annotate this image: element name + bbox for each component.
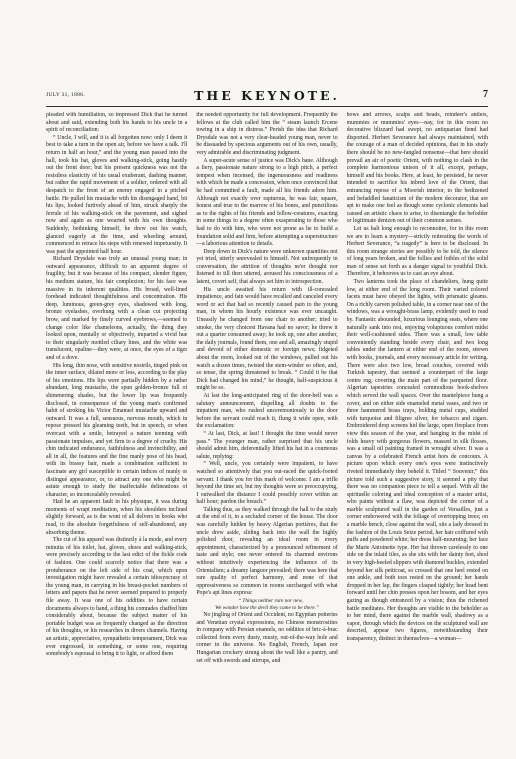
column-2 — [196, 112, 337, 744]
paragraph: A super-acute sense of justice was Dick's bane. Although a fiery, passionate nature strong to a high pitch, a perfect tempest when incensed, the ingenuousness and readiness with which he made a concession, when once convinced that he had committed a fault, made all his friends adore him. Although not exactly over rapturous, he was fair, square, honest and true to the marrow of his bones, and punctilious as to the rights of his friends and fellow-creatures, exacting in some things to a degree often exasperating to those who had to do with him, who were not prone as he to build a foundation solid and firm, before attempting a superstructure—a laborious attention to details. — [196, 157, 338, 248]
paragraph: The cut of his apparel was distinctly à la mode, and every minutia of his toilet, hat, gloves, shoes and walking-stick, were precisely according to the last edict of the fickle code of fashion. One could scarcely notice that there was a protuberance on the left side of his coat, which upon investigation might have revealed a certain idiosyncrasy of the young man, in carrying in his breast-pocket numbers of letters and papers that he never seemed prepared to properly file away. It was one of his oddities to have certain documents always to hand, a thing his comrades chaffed him considerably about, because the subject matter of his portable budget was as frequently changed as the direction of his thoughts, or his researches in divers channels. Having an artistic, appreciative, sympathetic temperament, Dick was ever engrossed, in something, or some one, requiring somebody's espousal to bring it to light, or afford them — [46, 537, 188, 658]
paragraph: His long, thin nose, with sensitive nostrils, tinged pink on the inner surface, dilated more or less, according to the play of his emotions. His lips were partially hidden by a rather abundant, long mustache, the spun golden-bronze full of shimmering shades, but the lower lip was frequently disclosed, in consequence of the young man's confirmed habit of stroking his Victor Emanuel mustache upward and outward. It was a full, sensuous, nervous mouth, which in repose pressed his gleaming teeth, but in speech, or when overcast with a smile, betrayed a nature teeming with passionate impulses, and yet firm to a degree of cruelty. His chin indicated endurance, faithfulness and invincibility, and all in all, the features and the fine manly pose of his head, with its brassy hair, made a combination sufficient to fascinate any girl susceptible to certain indices of manly or distingué appearance, or, to attract any one who might be astute enough to study the inaffectable delineations of character, so inconcealably revealed. — [46, 362, 188, 498]
column-3 — [347, 112, 488, 744]
article-columns — [46, 112, 488, 744]
paragraph: At last the long-anticipated ring of the door-bell was a salutary announcement, dispelling all doubts to the impatient man, who rushed unceremoniously to the door before the servant could reach it, flung it wide open, with the exclamation: — [196, 392, 338, 430]
paragraph: His uncle awaited his return with ill-concealed impatience, and fain would have recalled and canceled every word or act that had so recently caused pain to the young man, in whom his hourly existence was ever uncaught. Uneasily he changed from one chair to another; tried to smoke, the very choicest Havana had no savor; he threw it out a quarter consumed away; he took up, one after another, the daily journals, found them, one and all, amazingly stupid and devoid of either domestic or foreign news; fidgeted about the room, looked out of the windows, pulled out his watch a dozen times, twisted the stem-winder so often, and, so tense, the spring threatened to break. “ Could it be that Dick had changed his mind,” he thought, half-suspicious it might be so. — [196, 286, 338, 392]
paragraph: Richard Drysdale was truly an unusual young man; in outward appearance, difficult to an apparent degree of fragility, but it was because of his compact, slender figure, his medium stature, his fair complexion; for his face was massive in its inherent qualities. His broad, well-lined forehead indicated thoughtfulness and concentration. His deep, luminous, green-grey eyes, shadowed with long, bronze eyelashes, overhung with a clean cut projecting brow, and marked by finely curved eyebrows,—seemed to change color like chameleons, actually, the thing they looked upon, mentally or objectively, imparted a vivid hue to their singularly mottled ciliary lines, and the white was translucent, opaline—they were, at once, the eyes of a tiger and of a dove. — [46, 256, 188, 361]
verse-quote: “ Things neither rare nor new, We wonder how the devil they came to be there.” — [215, 598, 319, 611]
paragraph: No jingling of Orient and Occident, no Egyptian potteries and Venetian crystal expressions, no Chinese monstrosities in company with Persian enamels, no oddities of bric-à-brac collected from every dusty, musty, out-of-the-way hole and corner in the universe. No English, French, Japan nor Hungarian crockery strung about the wall like a pantry, and set off with swords and stirrups, and — [196, 612, 338, 664]
paragraph: Deep down in Dick's nature were unknown quantities not yet tried, utterly unrevealed to himself. Not unfrequently in conversation, the attrition of thoughts ne'er thought nor listened to till then uttered, aroused his consciousness of a latent, covert self, that always set him to introspection. — [196, 248, 338, 286]
page-header — [46, 88, 488, 104]
paragraph: bows and arrows, scalps and beads, reindeer's antlers, mummies or mummies' eyes—nay, for in this room no decorative blizzard had swept, no antiquarian fiend had disported. Herbert Severance had always maintained, with the courage of a man of decided opinions, that in his study there should be no new-fangled nonsense—that here should prevail an air of poetic Orient, with nothing to clash in the complete harmonious unison of it all, except, perhaps, himself and his books. Here, at least, he persisted, he never intended to sacrifice his inbred love of the Orient, that entrancing repose of a Moorish interior, to the bedizened and befaddled fanaticism of the modern decorator, that are apt to make one feel as though some cyclonic elements had caused an artistic chaos to arise, to disentangle the befodder or legitimate denizen out of their common senses. — [346, 112, 488, 225]
issue-date: JULY 31, 1886. — [46, 92, 85, 98]
paragraph: “ Uncle, I will, and it is all forgotten now: only I deem it best to take a turn in the open air, before we have a talk. I'll return in half an hour,” and the young man passed into the hall, took his hat, gloves and walking-stick, going hastily out the front door; but his present quickness was not the resistless elasticity of his usual exuberant, dashing manner, but rather the rapid movement of a soldier, ordered with all despatch to the front of an enemy engaged in a pitched battle. He pulled his mustache with his disengaged hand, bit his lips, looked furtively ahead of him, struck sharply the ferrule of his walking-stick on the pavement, and sighed now and again as one wearied with his own thoughts. Suddenly, bethinking himself, he drew out his watch, glanced eagerly at the time, and wheeling around, commenced to retrace his steps with renewed impetuosity. It was past the appointed half hour. — [46, 134, 188, 255]
column-1 — [46, 112, 187, 744]
paragraph: “ At last, Dick, at last! I thought the time would never pass.” The younger man, rather surprised that his uncle should admit him, deferentially lifted his hat in a courteous salute, replying: — [196, 430, 338, 460]
header-rule — [46, 106, 488, 107]
page-number: 7 — [483, 89, 488, 100]
paragraph: Talking thus, as they walked through the hall to the study at the end of it, in a secluded corner of the house. The door was carefully hidden by heavy Algerian portières, that the uncle drew aside, sliding back into the wall the highly polished door, revealing an ideal room in every appointment, characterized by a pronounced refinement of taste and style; one never entered its charmed environs without intuitively experiencing the influence of its Orientalism; a dreamy languor prevailed; there was here that rare quality of perfect harmony, and none of that oppressiveness so common in rooms surcharged with what Pope's apt lines express: — [196, 506, 338, 597]
paragraph: the needed opportunity for full development. Frequently the fellows at the club called him the “ steam launch Ercene towing in a ship in distress.” Perish the idea that Richard Drysdale was not a very clear-headed young man, never to be dissuaded by specious arguments out of his own, usually, very admirable and discriminating judgment. — [196, 112, 338, 156]
paragraph: pleaded with humiliation, so impressed Dick that he turned about and said, extending both his hands to his uncle in a spirit of reconciliation: — [46, 112, 188, 134]
paragraph: Two lanterns took the place of chandeliers, hung quite low, at either end of the long room. Their varied colored facets must have obeyed the lights, with prismatic gleams. On a richly carven polished table, in a corner near one of the windows, was a wrought-brass lamp, evidently used to read by. Fantastic abounded, luxurious lounging seats, where one naturally sank into rest, enjoying voluptuous comfort midst their well-cushioned sides. There was a small, low table conveniently standing beside every chair, and two long tables under the lantern at either end of the room, strewn with books, journals, and every necessary article for writing. There were also two low, broad couches, covered with Turkish tapestry, that seemed a counterpart of the large centre rug, covering the main part of the parqueted floor. Algerian tapestries concealed commodious book-shelves which served the wall spaces. Over the mantelpiece hung a cover, and on either side enameled metal vases, and two or three hammered brass trays, holding metal cups, studded with turquoise and filigree silver, for tobacco and cigars. Embroidered drop screens hid the large, open fireplace from view this season of the year, and hanging in the midst of folds heavy with gorgeous flowers, massed in silk flosses, was a small oil painting framed in wrought silver. It was a canvas by a celebrated French artist hors de concours. A picture upon which every one's eyes were instinctively riveted immediately they beheld it. Titled “ Souvenir,” this picture told such a suggestive story, it seemed a pity that there was no companion piece to tell a sequel. With all the spirituelle coloring and ideal conception of a master artist, who paints without a flaw, was depicted the corner of a marble sculptured wall in the garden of Versailles, just a corner embowered with the foliage of overtopping trees; on a marble bench, close against the wall, sits a lady dressed in the fashion of the Louis Seize period, her hair coiffured with puffs and powdered white; her dress half-mourning; her face the Marie Antoinette type. Her hat thrown carelessly to one side on the inlaid tiles, as she sits with her dainty feet, shod in very high-heeled slippers with diamond buckles, extended beyond her silk petticoat, so crossed that one heel rested on one ankle, and both toes rested on the ground; her hands dropped in her lap, the fingers clasped tightly; her head bent forward until her chin presses upon her bosom, and her eyes gazing as though entranced by a vision; thus the richened battle meditates. Her thoughts are visible to the beholder as to her mind, there against the marble wall, shadowy as a vapor, through which the devices on the sculptured wall are descried, appear two figures, notwithstanding their transparency, distinct in themselves—a woman— — [346, 279, 488, 642]
masthead-title: THE KEYNOTE. — [194, 88, 340, 103]
paragraph: Had he an apparent fault in his physique, it was during moments of wrapt meditation, when his shoulders inclined slightly forward, as is the wont of all delvers in books who read, to the absolute forgetfulness of self-abandoned, any absorbing theme. — [46, 499, 188, 536]
paragraph: “ Well, uncle, you certainly were impatient, to have watched so attentively that you out-raced the quick-footed servant. I thank you for this mark of welcome. I am a trifle beyond the time set, but my thoughts were so preoccupying, I outwalked the distance I could possibly cover within an half hour; pardon the breach.” — [196, 461, 338, 506]
paragraph: Let us halt long enough to reconnoitre, for in this room we are to learn a mystery—strictly reiterating the words of Herbert Severance, “a tragedy” is here to be disclosed. In this room strange stories are possibly to be told, the silence of long years broken, and the follies and foibles of the solid man of sense set forth as a danger signal to youthful Dick. Therefore, it behooves us to cast an eye about. — [346, 225, 488, 278]
